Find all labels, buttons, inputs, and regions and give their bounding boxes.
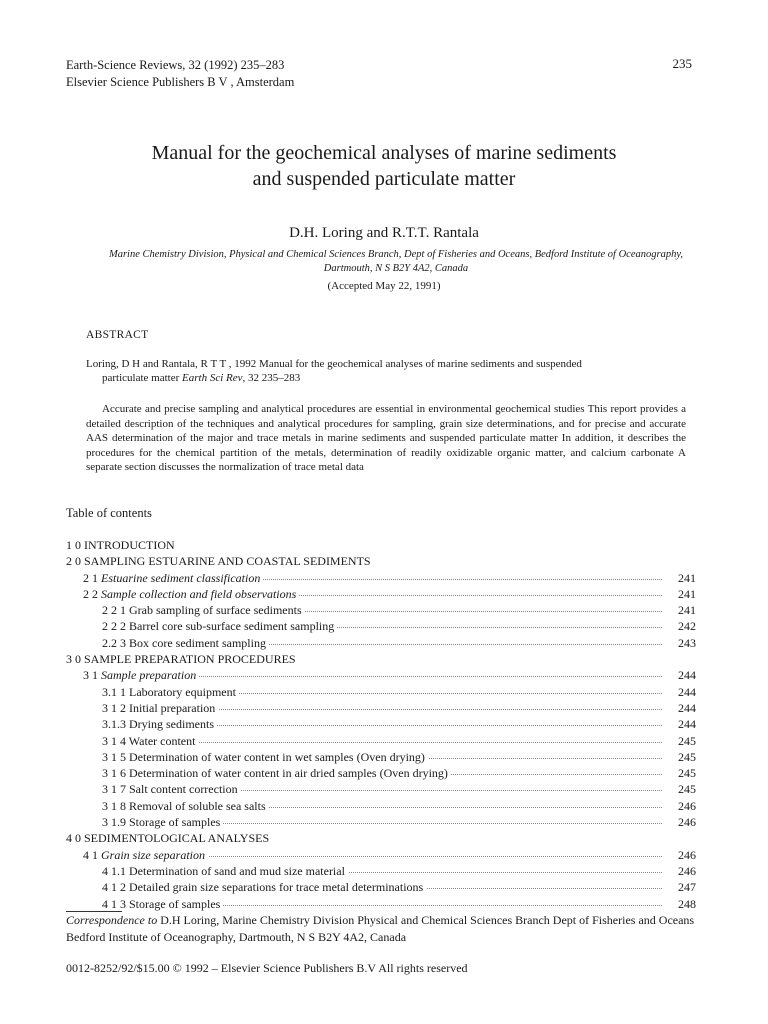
toc-page: 247 xyxy=(678,880,696,895)
toc-page: 248 xyxy=(678,896,696,911)
toc-entry xyxy=(66,700,696,716)
toc-number: 2 2 1 xyxy=(102,603,126,618)
toc-title: Detailed grain size separations for trace metal determinations xyxy=(129,880,424,895)
toc-entry xyxy=(66,749,696,765)
abstract-citation xyxy=(86,357,686,385)
journal-ref: 32 (1992) 235–283 xyxy=(188,58,285,72)
toc-entry xyxy=(66,618,696,634)
toc-entry xyxy=(66,733,696,749)
toc-page: 245 xyxy=(678,782,696,797)
toc-number: 3 1 4 xyxy=(102,733,126,748)
article-title xyxy=(0,140,768,192)
toc-page: 245 xyxy=(678,749,696,764)
toc-number: 3 1 6 xyxy=(102,766,126,781)
publisher: Elsevier Science Publishers B V , Amsterdam xyxy=(66,75,295,89)
toc-leader xyxy=(126,742,662,743)
toc-title: Drying sediments xyxy=(129,717,214,732)
correspondence xyxy=(66,912,698,946)
toc-entry xyxy=(66,765,696,781)
toc-title: Storage of samples xyxy=(129,815,221,830)
toc-page: 244 xyxy=(678,700,696,715)
toc-entry xyxy=(66,684,696,700)
toc-title: Determination of sand and mud size material xyxy=(129,863,345,878)
toc-entry xyxy=(66,537,696,553)
toc-label xyxy=(66,830,272,846)
toc-entry xyxy=(66,586,696,602)
citation-part-2: particulate matter xyxy=(102,372,180,384)
toc-label xyxy=(83,667,199,683)
toc-heading: Table of contents xyxy=(66,506,152,520)
toc-label xyxy=(102,733,198,749)
toc-label xyxy=(102,618,337,634)
toc-entry xyxy=(66,716,696,732)
toc-entry xyxy=(66,570,696,586)
correspondence-label: Correspondence to xyxy=(66,913,158,927)
toc-label xyxy=(102,684,239,700)
toc-entry xyxy=(66,553,696,569)
toc-page: 246 xyxy=(678,798,696,813)
toc-page: 242 xyxy=(678,619,696,634)
toc-number: 3 1.9 xyxy=(102,815,126,830)
toc-label xyxy=(83,847,208,863)
toc-page: 246 xyxy=(678,815,696,830)
abstract-body: Accurate and precise sampling and analytical procedures are essential in environmental geochemical studies This report provides a detailed description of the techniques and analytical procedures for sampling, grain size determinations, and for precise and accurate AAS determination of the major and trace metals in marine sediments and suspended particulate matter In addition, it describes the procedures for the chemical partition of the metals, determination of readily oxidizable organic matter, and calcium carbonate A separate section discusses the normalization of trace metal data xyxy=(86,403,686,473)
toc-title: Grab sampling of surface sediments xyxy=(129,603,302,618)
toc-title: Barrel core sub-surface sediment sampling xyxy=(129,619,335,634)
toc-number: 4 1 3 xyxy=(102,896,126,911)
page-number: 235 xyxy=(672,56,692,71)
toc-title: Removal of soluble sea salts xyxy=(129,798,266,813)
toc-page: 241 xyxy=(678,603,696,618)
toc-title: INTRODUCTION xyxy=(84,538,175,552)
toc-label xyxy=(83,570,263,586)
toc-number: 3.1 1 xyxy=(102,684,126,699)
toc-number: 1 0 xyxy=(66,538,81,552)
toc-entry xyxy=(66,879,696,895)
toc-number: 2 2 2 xyxy=(102,619,126,634)
toc-number: 2 1 xyxy=(83,570,98,585)
toc-number: 3 1 xyxy=(83,668,98,683)
toc-label xyxy=(102,814,223,830)
toc-page: 241 xyxy=(678,586,696,601)
toc-page: 241 xyxy=(678,570,696,585)
toc-title: SAMPLE PREPARATION PROCEDURES xyxy=(84,652,296,667)
toc-label xyxy=(66,553,374,569)
toc-number: 3 1 7 xyxy=(102,782,126,797)
journal-name: Earth-Science Reviews, xyxy=(66,58,186,72)
toc-entry xyxy=(66,781,696,797)
toc-label xyxy=(102,879,426,895)
toc-title: Box core sediment sampling xyxy=(129,635,266,650)
toc-number: 3 1 5 xyxy=(102,749,126,764)
journal-header xyxy=(66,57,294,91)
toc-page: 244 xyxy=(678,684,696,699)
toc-title: Laboratory equipment xyxy=(129,684,236,699)
copyright: 0012-8252/92/$15.00 © 1992 – Elsevier Science Publishers B.V All rights reserved xyxy=(66,961,468,975)
toc-label xyxy=(102,863,348,879)
toc-number: 3 0 xyxy=(66,652,81,667)
toc-page: 243 xyxy=(678,635,696,650)
toc-entry xyxy=(66,635,696,651)
title-line-2: and suspended particulate matter xyxy=(252,168,516,190)
toc-number: 4 1.1 xyxy=(102,863,126,878)
toc-entry xyxy=(66,667,696,683)
toc-number: 3.1.3 xyxy=(102,717,126,732)
toc-label xyxy=(102,765,451,781)
toc-label xyxy=(102,749,428,765)
toc-entry xyxy=(66,847,696,863)
toc-page: 245 xyxy=(678,733,696,748)
toc-page: 246 xyxy=(678,847,696,862)
abstract-heading: ABSTRACT xyxy=(86,329,149,341)
correspondence-text: D.H Loring, Marine Chemistry Division Physical and Chemical Sciences Branch Dept of Fisheries and Oceans Bedford Institute of Oceanography, Dartmouth, N S B2Y 4A2, Canada xyxy=(66,913,695,944)
toc-number: 4 1 xyxy=(83,847,98,862)
toc-page: 246 xyxy=(678,863,696,878)
toc-title: Determination of water content in air dried samples (Oven drying) xyxy=(129,766,448,781)
toc-number: 4 1 2 xyxy=(102,880,126,895)
toc-label xyxy=(102,896,223,912)
affiliation: Marine Chemistry Division, Physical and Chemical Sciences Branch, Dept of Fisheries and Oceans, Bedford Institute of Oceanography, Dartmouth, N S B2Y 4A2, Canada xyxy=(108,249,684,274)
citation-journal: Earth Sci Rev xyxy=(182,372,243,384)
toc-title: SEDIMENTOLOGICAL ANALYSES xyxy=(84,831,270,846)
toc-label xyxy=(83,586,299,602)
toc-number: 3 1 2 xyxy=(102,700,126,715)
toc-leader xyxy=(126,676,662,677)
toc-title: Storage of samples xyxy=(129,896,221,911)
toc-label xyxy=(102,635,269,651)
citation-tail: , 32 235–283 xyxy=(242,372,301,384)
toc-title: Initial preparation xyxy=(129,700,216,715)
accepted-date: (Accepted May 22, 1991) xyxy=(327,280,441,292)
toc-title: Water content xyxy=(128,733,196,748)
toc-title: Determination of water content in wet samples (Oven drying) xyxy=(129,749,425,764)
toc-entry xyxy=(66,896,696,912)
toc-title: Sample preparation xyxy=(101,668,197,683)
toc-page: 245 xyxy=(678,766,696,781)
authors: D.H. Loring and R.T.T. Rantala xyxy=(289,225,479,241)
toc-entry xyxy=(66,602,696,618)
toc-label xyxy=(102,781,241,797)
toc-number: 2.2 3 xyxy=(102,635,126,650)
toc-title: Sample collection and field observations xyxy=(101,586,297,601)
citation-part-1: Loring, D H and Rantala, R T T , 1992 Manual for the geochemical analyses of marine sediments and suspended xyxy=(86,358,582,370)
toc-label xyxy=(102,602,305,618)
toc-label xyxy=(102,798,269,814)
toc-label xyxy=(102,716,217,732)
title-line-1: Manual for the geochemical analyses of marine sediments xyxy=(151,142,617,164)
toc-title: Salt content correction xyxy=(129,782,238,797)
toc-entry xyxy=(66,830,696,846)
toc-title: Grain size separation xyxy=(101,847,206,862)
toc-number: 4 0 xyxy=(66,831,81,846)
toc-number: 3 1 8 xyxy=(102,798,126,813)
toc-page: 244 xyxy=(678,717,696,732)
toc-entry xyxy=(66,798,696,814)
toc-label xyxy=(102,700,218,716)
toc-number: 2 2 xyxy=(83,586,98,601)
toc-title: SAMPLING ESTUARINE AND COASTAL SEDIMENTS xyxy=(84,554,371,569)
toc-page: 244 xyxy=(678,668,696,683)
toc-entry xyxy=(66,814,696,830)
toc-label xyxy=(66,537,178,553)
toc-label xyxy=(66,651,299,667)
table-of-contents xyxy=(66,537,696,912)
toc-entry xyxy=(66,863,696,879)
toc-number: 2 0 xyxy=(66,554,81,569)
toc-entry xyxy=(66,651,696,667)
toc-title: Estuarine sediment classification xyxy=(101,570,261,585)
